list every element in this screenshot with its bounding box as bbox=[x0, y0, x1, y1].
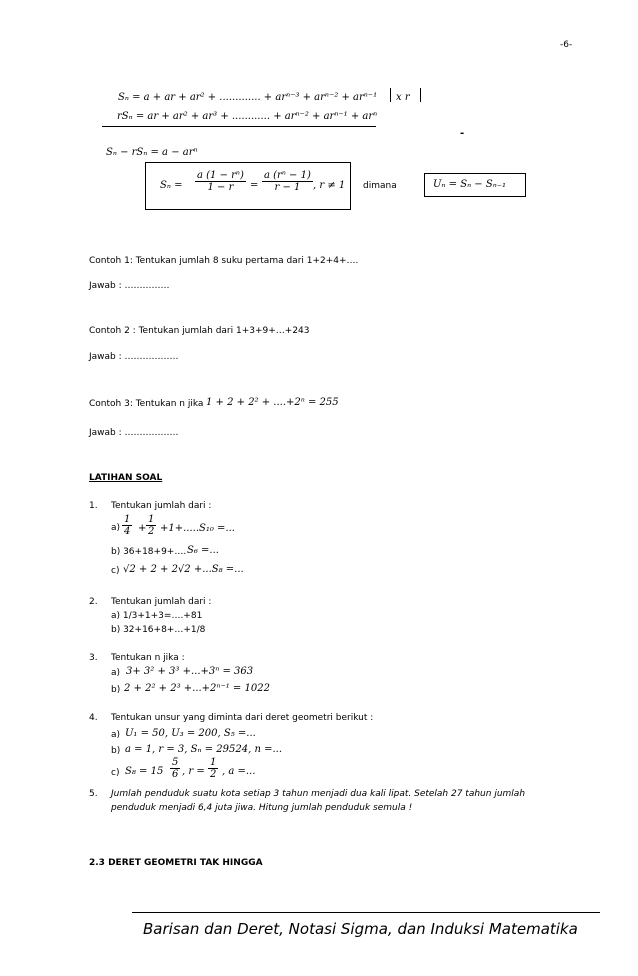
derivation-line-1: Sₙ = a + ar + ar² + ............. + arⁿ⁻³ + arⁿ⁻² + arⁿ⁻¹ bbox=[118, 92, 378, 103]
exercise-1a-plus: + bbox=[138, 523, 147, 534]
exercise-2b: b) 32+16+8+…+1/8 bbox=[111, 625, 206, 635]
footer-title: Barisan dan Deret, Notasi Sigma, dan Induksi Matematika bbox=[143, 920, 578, 938]
exercise-5-line-1: Jumlah penduduk suatu kota setiap 3 tahun menjadi dua kali lipat. Setelah 27 tahun jumlah bbox=[111, 789, 526, 799]
multiplier-bracket-left bbox=[390, 88, 391, 102]
formula-condition: , r ≠ 1 bbox=[313, 180, 346, 191]
ex1a-f1-num: 1 bbox=[124, 514, 131, 525]
exercise-1c-label: c) bbox=[111, 566, 120, 576]
exercise-3b-math: 2 + 2² + 2³ +...+2ⁿ⁻¹ = 1022 bbox=[124, 683, 270, 694]
example-1-question: Contoh 1: Tentukan jumlah 8 suku pertama dari 1+2+4+…. bbox=[89, 256, 359, 266]
exercise-4b-label: b) bbox=[111, 746, 121, 756]
exercise-4c-r: , r = bbox=[182, 766, 205, 777]
fraction-2-denominator: r − 1 bbox=[274, 182, 301, 193]
exercise-1a-fraction-1 bbox=[122, 514, 132, 537]
page-number: -6- bbox=[560, 40, 573, 50]
ex1a-f1-den: 4 bbox=[124, 526, 131, 537]
exercise-4c-r-fraction bbox=[208, 757, 218, 780]
multiplier-bracket-right bbox=[420, 88, 421, 102]
exercise-3-text: Tentukan n jika : bbox=[111, 653, 185, 663]
exercise-5-number: 5. bbox=[89, 789, 98, 799]
exercise-4c-mixed-fraction bbox=[170, 757, 180, 780]
exercise-3-number: 3. bbox=[89, 653, 98, 663]
exercise-2a: a) 1/3+1+3=….+81 bbox=[111, 611, 203, 621]
exercise-1a-fraction-2 bbox=[146, 514, 156, 537]
exercise-4c-a: , a =... bbox=[222, 766, 256, 777]
example-3-question: Contoh 3: Tentukan n jika bbox=[89, 399, 204, 409]
exercise-4-number: 4. bbox=[89, 713, 98, 723]
example-2-answer: Jawab : ……………… bbox=[89, 352, 179, 362]
ex4c-mixed-den: 6 bbox=[172, 769, 179, 780]
ex4c-r-den: 2 bbox=[210, 769, 217, 780]
ex4c-r-num: 1 bbox=[210, 757, 217, 768]
ex1a-f2-num: 1 bbox=[148, 514, 155, 525]
exercise-4a-math: U₁ = 50, U₃ = 200, S₅ =... bbox=[125, 728, 256, 739]
fraction-1-numerator: a (1 − rⁿ) bbox=[197, 170, 244, 181]
exercise-1a-rest: +1+.....S₁₀ =... bbox=[160, 523, 235, 534]
un-formula: Uₙ = Sₙ − Sₙ₋₁ bbox=[433, 179, 507, 190]
exercise-1b-label: b) 36+18+9+…. bbox=[111, 547, 187, 557]
derivation-multiplier: x r bbox=[396, 92, 410, 103]
example-2-question: Contoh 2 : Tentukan jumlah dari 1+3+9+…+243 bbox=[89, 326, 310, 336]
exercise-1-number: 1. bbox=[89, 501, 98, 511]
exercise-4-text: Tentukan unsur yang diminta dari deret geometri berikut : bbox=[111, 713, 374, 723]
exercise-1c-math: √2 + 2 + 2√2 +...S₈ =... bbox=[123, 564, 244, 575]
example-3-math: 1 + 2 + 2² + ....+2ⁿ = 255 bbox=[206, 397, 339, 408]
formula-lhs: Sₙ = bbox=[160, 180, 183, 191]
exercise-4c-label: c) bbox=[111, 768, 120, 778]
formula-fraction-1 bbox=[195, 170, 246, 193]
dimana-label: dimana bbox=[363, 181, 397, 191]
formula-equals: = bbox=[250, 180, 259, 191]
ex4c-mixed-num: 5 bbox=[172, 757, 179, 768]
exercise-2-text: Tentukan jumlah dari : bbox=[111, 597, 212, 607]
formula-fraction-2 bbox=[262, 170, 313, 193]
exercise-1a-label: a) bbox=[111, 523, 121, 533]
derivation-line-3: Sₙ − rSₙ = a − arⁿ bbox=[106, 147, 198, 158]
minus-sign: - bbox=[460, 128, 465, 139]
latihan-title: LATIHAN SOAL bbox=[89, 473, 163, 483]
exercise-5-line-2: penduduk menjadi 6,4 juta jiwa. Hitung jumlah penduduk semula ! bbox=[111, 803, 413, 813]
derivation-line-2: rSₙ = ar + ar² + ar³ + ............ + arⁿ⁻² + arⁿ⁻¹ + arⁿ bbox=[117, 111, 378, 122]
exercise-1b-math: S₆ =... bbox=[187, 545, 219, 556]
exercise-4b-math: a = 1, r = 3, Sₙ = 29524, n =... bbox=[125, 744, 282, 755]
fraction-2-numerator: a (rⁿ − 1) bbox=[264, 170, 311, 181]
exercise-3b-label: b) bbox=[111, 685, 121, 695]
exercise-2-number: 2. bbox=[89, 597, 98, 607]
exercise-3a-math: 3+ 3² + 3³ +...+3ⁿ = 363 bbox=[126, 666, 254, 677]
exercise-4c-s8: S₈ = 15 bbox=[125, 766, 164, 777]
exercise-4a-label: a) bbox=[111, 730, 121, 740]
subtraction-line bbox=[102, 126, 376, 127]
exercise-1-text: Tentukan jumlah dari : bbox=[111, 501, 212, 511]
exercise-3a-label: a) bbox=[111, 668, 121, 678]
ex1a-f2-den: 2 bbox=[148, 526, 155, 537]
footer-rule bbox=[132, 912, 600, 913]
example-3-answer: Jawab : ……………… bbox=[89, 428, 179, 438]
section-title: 2.3 DERET GEOMETRI TAK HINGGA bbox=[89, 858, 263, 868]
fraction-1-denominator: 1 − r bbox=[207, 182, 234, 193]
example-1-answer: Jawab : …………… bbox=[89, 281, 170, 291]
